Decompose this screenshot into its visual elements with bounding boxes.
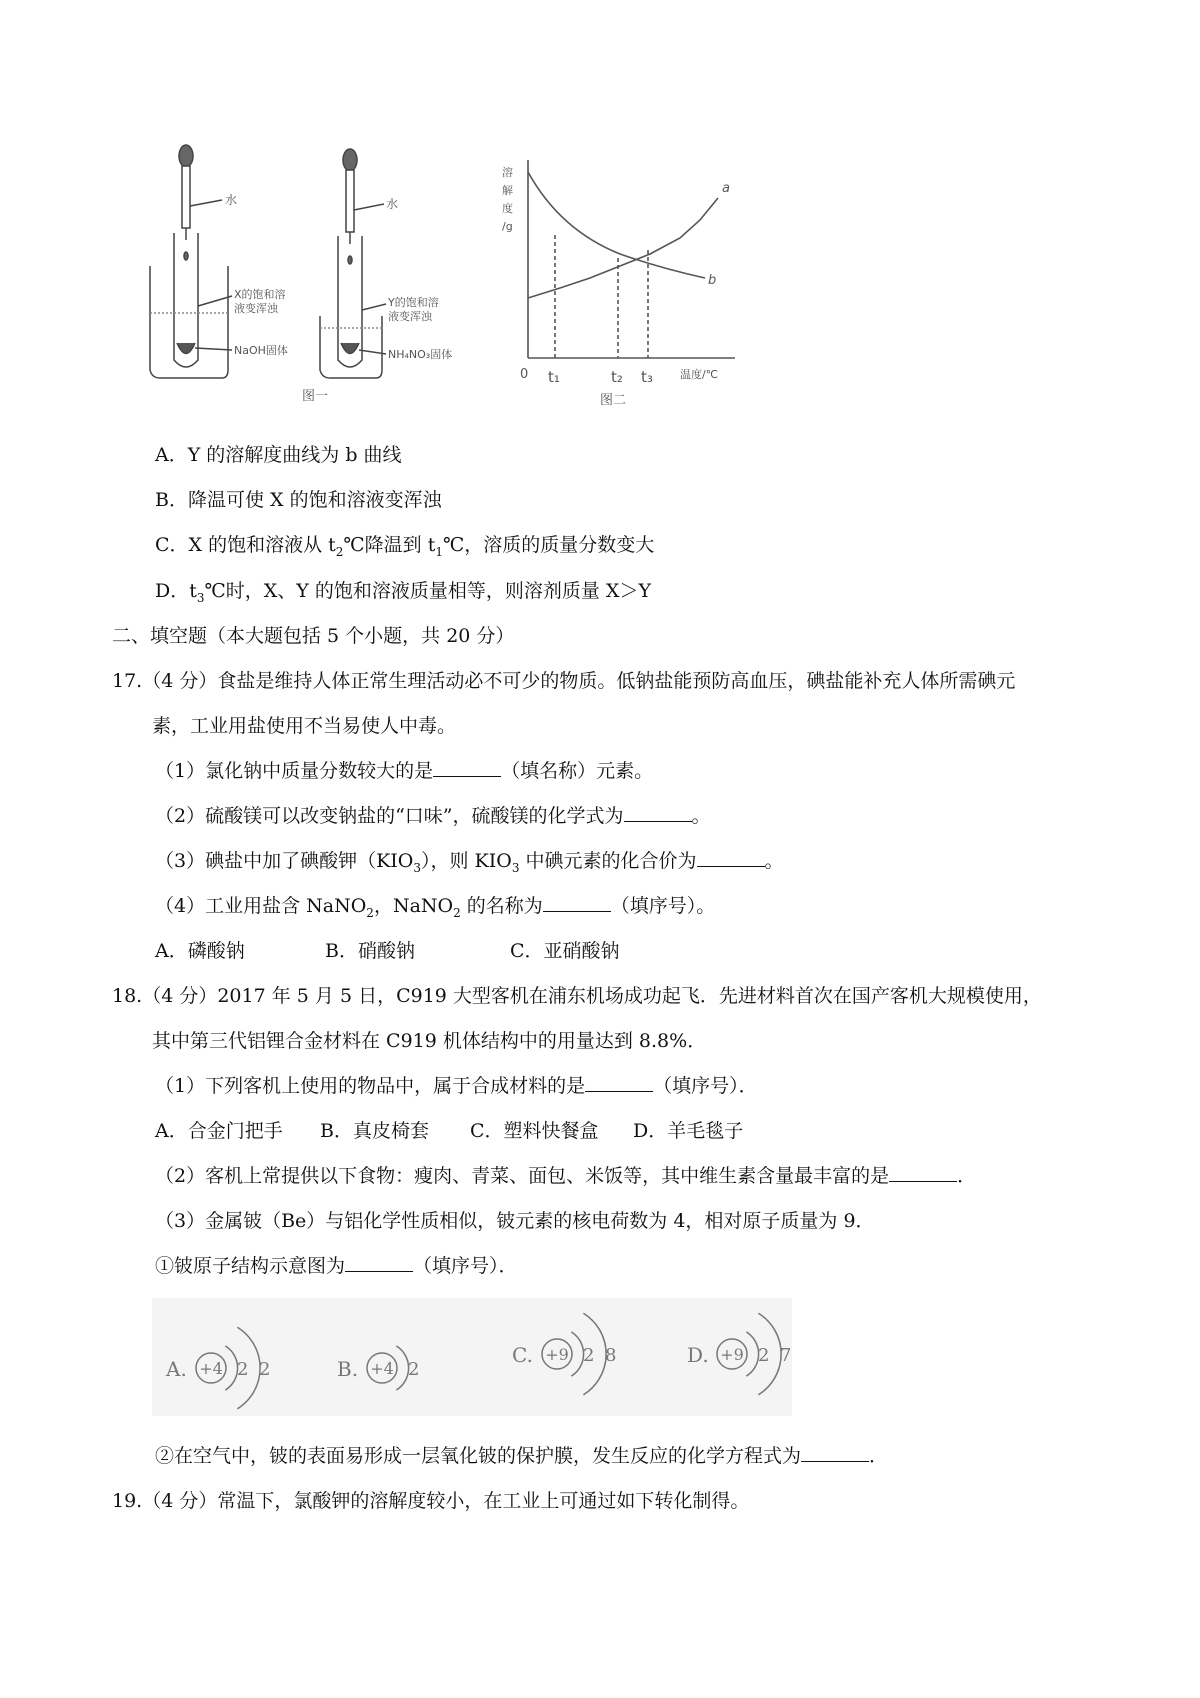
fig2-curve-a: [528, 198, 718, 298]
q18-option-d: D．羊毛毯子: [633, 1120, 744, 1142]
fig2-curve-a-label: a: [722, 181, 730, 196]
q17-sub4-blank[interactable]: [543, 893, 611, 912]
fig1-right-solution-line2: 液变浑浊: [388, 310, 432, 323]
electron-count: 2: [758, 1345, 770, 1366]
fig1-right-solution-line1: Y的饱和溶: [388, 296, 439, 309]
figure-2: [490, 150, 750, 410]
dropper-left: [150, 145, 232, 378]
q17-sub2-blank[interactable]: [624, 803, 692, 822]
atom-nucleus-charge: +9: [720, 1345, 744, 1364]
q18-sub3: （3）金属铍（Be）与铝化学性质相似，铍元素的核电荷数为 4，相对原子质量为 9．: [155, 1210, 875, 1232]
electron-count: 8: [605, 1345, 617, 1366]
q17-sub1-blank[interactable]: [433, 758, 501, 777]
q18-sub2: （2）客机上常提供以下食物：瘦肉、青菜、面包、米饭等，其中维生素含量最丰富的是 ．: [155, 1165, 977, 1187]
atom-option-label: C.: [512, 1343, 533, 1367]
dropper-right: [320, 149, 386, 378]
q17-sub1: （1）氯化钠中质量分数较大的是 （填名称）元素。: [155, 760, 654, 782]
atom-structure-diagrams: [152, 1298, 792, 1416]
electron-count: 2: [259, 1359, 271, 1380]
fig1-caption: 图一: [302, 389, 329, 404]
q18-option-b: B．真皮椅套: [320, 1120, 429, 1142]
fig2-ylabel-4: /g: [502, 220, 513, 233]
q17-stem-line1: 17.（4 分）食盐是维持人体正常生理活动必不可少的物质。低钠盐能预防高血压，碘盐能补充人体所需碘元: [112, 670, 1016, 692]
q18-stem-line1: 18.（4 分）2017 年 5 月 5 日，C919 大型客机在浦东机场成功起飞．先进材料首次在国产客机大规模使用，: [112, 985, 1042, 1007]
q18-options: [155, 1118, 743, 1144]
q18-option-a: A．合金门把手: [155, 1120, 283, 1142]
q19-stem-line1: 19.（4 分）常温下，氯酸钾的溶解度较小，在工业上可通过如下转化制得。: [112, 1490, 750, 1512]
fig2-tick-t3: t₃: [641, 368, 653, 386]
fig1-left-solution-line2: 液变浑浊: [234, 302, 278, 315]
atom-nucleus-charge: +9: [545, 1345, 569, 1364]
fig1-left-water-label: 水: [225, 193, 238, 207]
atom-nucleus-charge: +4: [199, 1359, 223, 1378]
fig1-right-water-label: 水: [386, 197, 399, 211]
q16-option-d: D．$t_3℃$时，X、Y 的饱和溶液质量相等，则溶剂质量 X＞Y: [155, 580, 651, 605]
q18-sub3b-blank[interactable]: [801, 1443, 869, 1462]
q18-sub3b: ②在空气中，铍的表面易形成一层氧化铍的保护膜，发生反应的化学方程式为 ．: [155, 1445, 889, 1467]
electron-count: 2: [408, 1359, 420, 1380]
atom-nucleus-charge: +4: [370, 1359, 394, 1378]
q18-sub1-blank[interactable]: [585, 1073, 653, 1092]
q17-sub2: （2）硫酸镁可以改变钠盐的“口味”，硫酸镁的化学式为 。: [155, 805, 711, 827]
q16-option-c: C．X 的饱和溶液从 $t_2℃$降温到 $t_1℃$，溶质的质量分数变大: [155, 534, 655, 559]
q16-option-b: B．降温可使 X 的饱和溶液变浑浊: [155, 489, 442, 511]
atom-option-label: A.: [166, 1357, 187, 1381]
q18-sub2-blank[interactable]: [889, 1163, 957, 1182]
q17-options: [155, 938, 620, 964]
fig2-xlabel: 温度/℃: [680, 368, 719, 381]
q17-option-b: B．硝酸钠: [325, 940, 415, 962]
q18-stem-line2: 其中第三代铝锂合金材料在 C919 机体结构中的用量达到 8.8%．: [152, 1030, 707, 1052]
electron-count: 2: [583, 1345, 595, 1366]
q18-sub1: （1）下列客机上使用的物品中，属于合成材料的是 （填序号）．: [155, 1075, 758, 1097]
fig2-ylabel-1: 溶: [502, 166, 513, 179]
q18-sub3a-blank[interactable]: [345, 1253, 413, 1272]
fig2-curve-b: [528, 172, 705, 278]
atom-option-label: B.: [337, 1357, 359, 1381]
q18-sub3a: ①铍原子结构示意图为 （填序号）．: [155, 1255, 518, 1277]
fig2-tick-t2: t₂: [611, 368, 623, 386]
section-2-heading: 二、填空题（本大题包括 5 个小题，共 20 分）: [112, 625, 515, 647]
fig1-right-solid-label: NH₄NO₃固体: [388, 348, 453, 361]
q16-option-a: A．Y 的溶解度曲线为 b 曲线: [155, 444, 402, 466]
fig1-left-solid-label: NaOH固体: [234, 344, 288, 357]
q18-option-c: C．塑料快餐盒: [470, 1120, 599, 1142]
figure-1: [140, 138, 470, 413]
q17-option-a: A．磷酸钠: [155, 940, 245, 962]
q17-stem-line2: 素，工业用盐使用不当易使人中毒。: [152, 715, 457, 737]
q17-sub3: （3）碘盐中加了碘酸钾$(KIO_3)$，则 $KIO_3$ 中碘元素的化合价为 。: [155, 850, 784, 875]
fig2-ylabel-2: 解: [502, 184, 513, 197]
atom-option-label: D.: [687, 1343, 709, 1367]
electron-count: 7: [780, 1345, 792, 1366]
fig2-origin-label: 0: [520, 367, 529, 382]
fig2-ylabel-3: 度: [502, 202, 513, 215]
q17-sub4: （4）工业用盐含 NaNO$_2$，NaNO$_2$ 的名称为 （填序号）。: [155, 895, 716, 920]
electron-count: 2: [237, 1359, 249, 1380]
q17-option-c: C．亚硝酸钠: [510, 940, 620, 962]
fig2-tick-t1: t₁: [548, 368, 560, 386]
fig2-curve-b-label: b: [708, 273, 717, 288]
fig1-left-solution-line1: X的饱和溶: [234, 288, 286, 301]
q17-sub3-blank[interactable]: [697, 848, 765, 867]
fig2-caption: 图二: [600, 393, 627, 408]
